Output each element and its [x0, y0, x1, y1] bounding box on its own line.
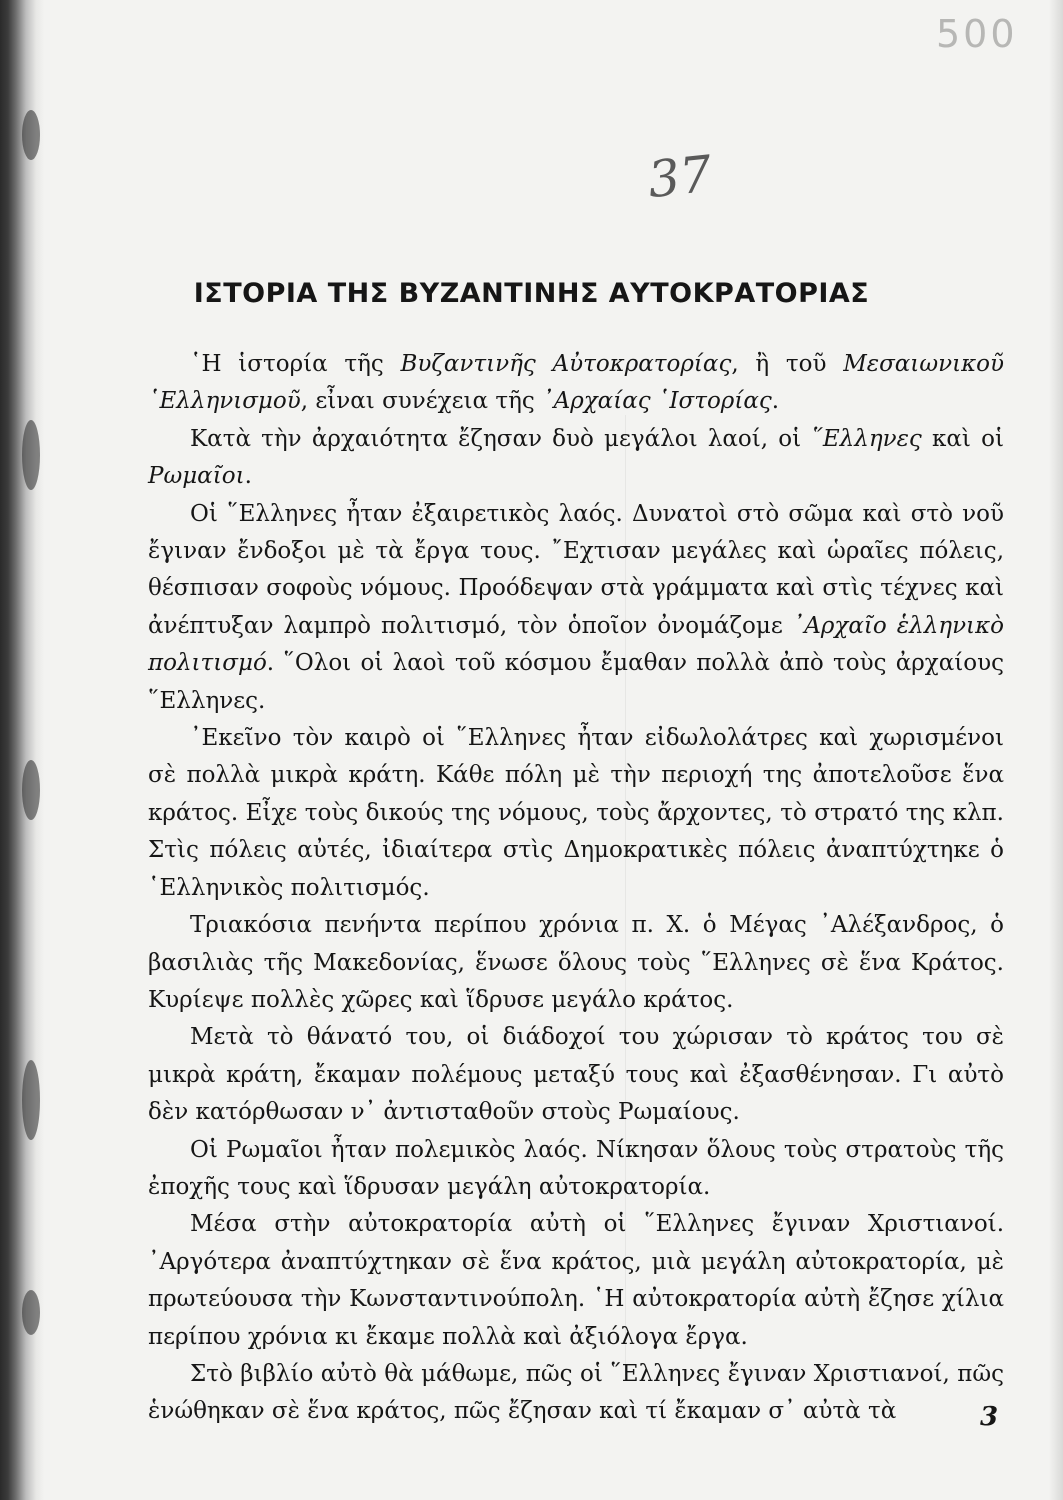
italic-term: Ρωμαῖοι [148, 463, 245, 490]
binding-mark [22, 1060, 40, 1140]
paragraph-7: Οἱ Ρωμαῖοι ἦταν πολεμικὸς λαός. Νίκησαν ὅλους τοὺς στρατοὺς τῆς ἐποχῆς τους καὶ ἵδρυσαν μεγάλη αὐτοκρατορία. [148, 1136, 1004, 1200]
italic-term: ᾿Αρχαῖο ἑλληνικὸ πολιτισμό [148, 612, 1004, 677]
paragraph-5: Τριακόσια πενήντα περίπου χρόνια π. Χ. ὁ Μέγας ᾿Αλέξανδρος, ὁ βασιλιὰς τῆς Μακεδονίας, ἕνωσε ὅλους τοὺς ῞Ελληνες σὲ ἕνα Κράτος. Κυρίεψε πολλὲς χῶρες καὶ ἵδρυσε μεγάλο κράτος. [148, 912, 1004, 1013]
text-run: καὶ οἱ [921, 425, 1004, 452]
text-run: . ῞Ολοι οἱ λαοὶ τοῦ κόσμου ἔμαθαν πολλὰ ἀπὸ τοὺς ἀρχαίους ῞Ελληνες. [148, 650, 1004, 714]
paragraph-8: Μέσα στὴν αὐτοκρατορία αὐτὴ οἱ ῞Ελληνες ἔγιναν Χριστιανοί. ᾿Αργότερα ἀναπτύχτηκαν σὲ ἕνα κράτος, μιὰ μεγάλη αὐτοκρατορία, μὲ πρωτεύουσα τὴν Κωνσταντινούπολη. ῾Η αὐτοκρατορία αὐτὴ ἔζησε χίλια περίπου χρόνια κι ἔκαμε πολλὰ καὶ ἀξιόλογα ἔργα. [148, 1211, 1004, 1350]
binding-mark [22, 760, 40, 820]
text-run: , ἢ τοῦ [731, 351, 844, 377]
page-title: ΙΣΤΟΡΙΑ ΤΗΣ ΒΥΖΑΝΤΙΝΗΣ ΑΥΤΟΚΡΑΤΟΡΙΑΣ [193, 278, 870, 309]
text-run: . [244, 463, 252, 490]
page-number: 3 [980, 1402, 999, 1432]
text-run: Οἱ ῞Ελληνες ἦταν ἐξαιρετικὸς λαός. Δυνατοὶ στὸ σῶμα καὶ στὸ νοῦ ἔγιναν ἔνδοξοι μὲ τὰ ἔργα τους. ῎Εχτισαν μεγάλες καὶ ὡραῖες πόλεις, θέσπισαν σοφοὺς νόμους. Προόδεψαν στὰ γράμματα καὶ στὶς τέχνες καὶ ἀνέπτυξαν λαμπρὸ πολιτισμό, τὸν ὁποῖον ὀνομάζομε [148, 500, 1004, 639]
text-run: , εἶναι συνέχεια τῆς [300, 388, 543, 415]
binding-edge [0, 0, 44, 1500]
paragraph-2 [148, 421, 1004, 496]
binding-mark [22, 1290, 40, 1335]
text-run: ῾Η ἱστορία τῆς [190, 351, 401, 377]
handwritten-page-mark: 37 [645, 144, 715, 210]
paragraph-4: ᾿Εκεῖνο τὸν καιρὸ οἱ ῞Ελληνες ἦταν εἰδωλολάτρες καὶ χωρισμένοι σὲ πολλὰ μικρὰ κράτη. Κάθε πόλη μὲ τὴν περιοχή της ἀποτελοῦσε ἕνα κράτος. Εἶχε τοὺς δικούς της νόμους, τοὺς ἄρχοντες, τὸ στρατό της κλπ. Στὶς πόλεις αὐτές, ἰδιαίτερα στὶς Δημοκρατικὲς πόλεις ἀναπτύχτηκε ὁ ῾Ελληνικὸς πολιτισμός. [148, 725, 1004, 901]
archive-number: 500 [936, 12, 1018, 56]
binding-mark [22, 420, 40, 490]
paragraph-9: Στὸ βιβλίο αὐτὸ θὰ μάθωμε, πῶς οἱ ῞Ελληνες ἔγιναν Χριστιανοί, πῶς ἑνώθηκαν σὲ ἕνα κράτος, πῶς ἔζησαν καὶ τί ἔκαμαν σ᾿ αὐτὰ τὰ [148, 1360, 1004, 1425]
text-run: Κατὰ τὴν ἀρχαιότητα ἔζησαν δυὸ μεγάλοι λαοί, οἱ [190, 425, 812, 452]
text-run: . [771, 388, 780, 415]
body-text [148, 346, 1004, 1431]
paragraph-6: Μετὰ τὸ θάνατό του, οἱ διάδοχοί του χώρισαν τὸ κράτος του σὲ μικρὰ κράτη, ἔκαμαν πολέμους μεταξύ τους καὶ ἐξασθένησαν. Γι αὐτὸ δὲν κατόρθωσαν ν᾿ ἀντισταθοῦν στοὺς Ρωμαίους. [148, 1024, 1004, 1126]
paragraph-3 [148, 496, 1004, 720]
italic-term: ᾿Αρχαίας ῾Ιστορίας [542, 388, 772, 415]
paragraph-1 [148, 346, 1004, 421]
italic-term: Βυζαντινῆς Αὐτοκρατορίας [400, 351, 732, 377]
page-right-edge [1049, 0, 1063, 1500]
italic-term: Μεσαιωνικοῦ ῾Ελληνισμοῦ [148, 351, 1004, 415]
italic-term: ῞Ελληνες [811, 425, 922, 452]
binding-mark [22, 110, 40, 160]
